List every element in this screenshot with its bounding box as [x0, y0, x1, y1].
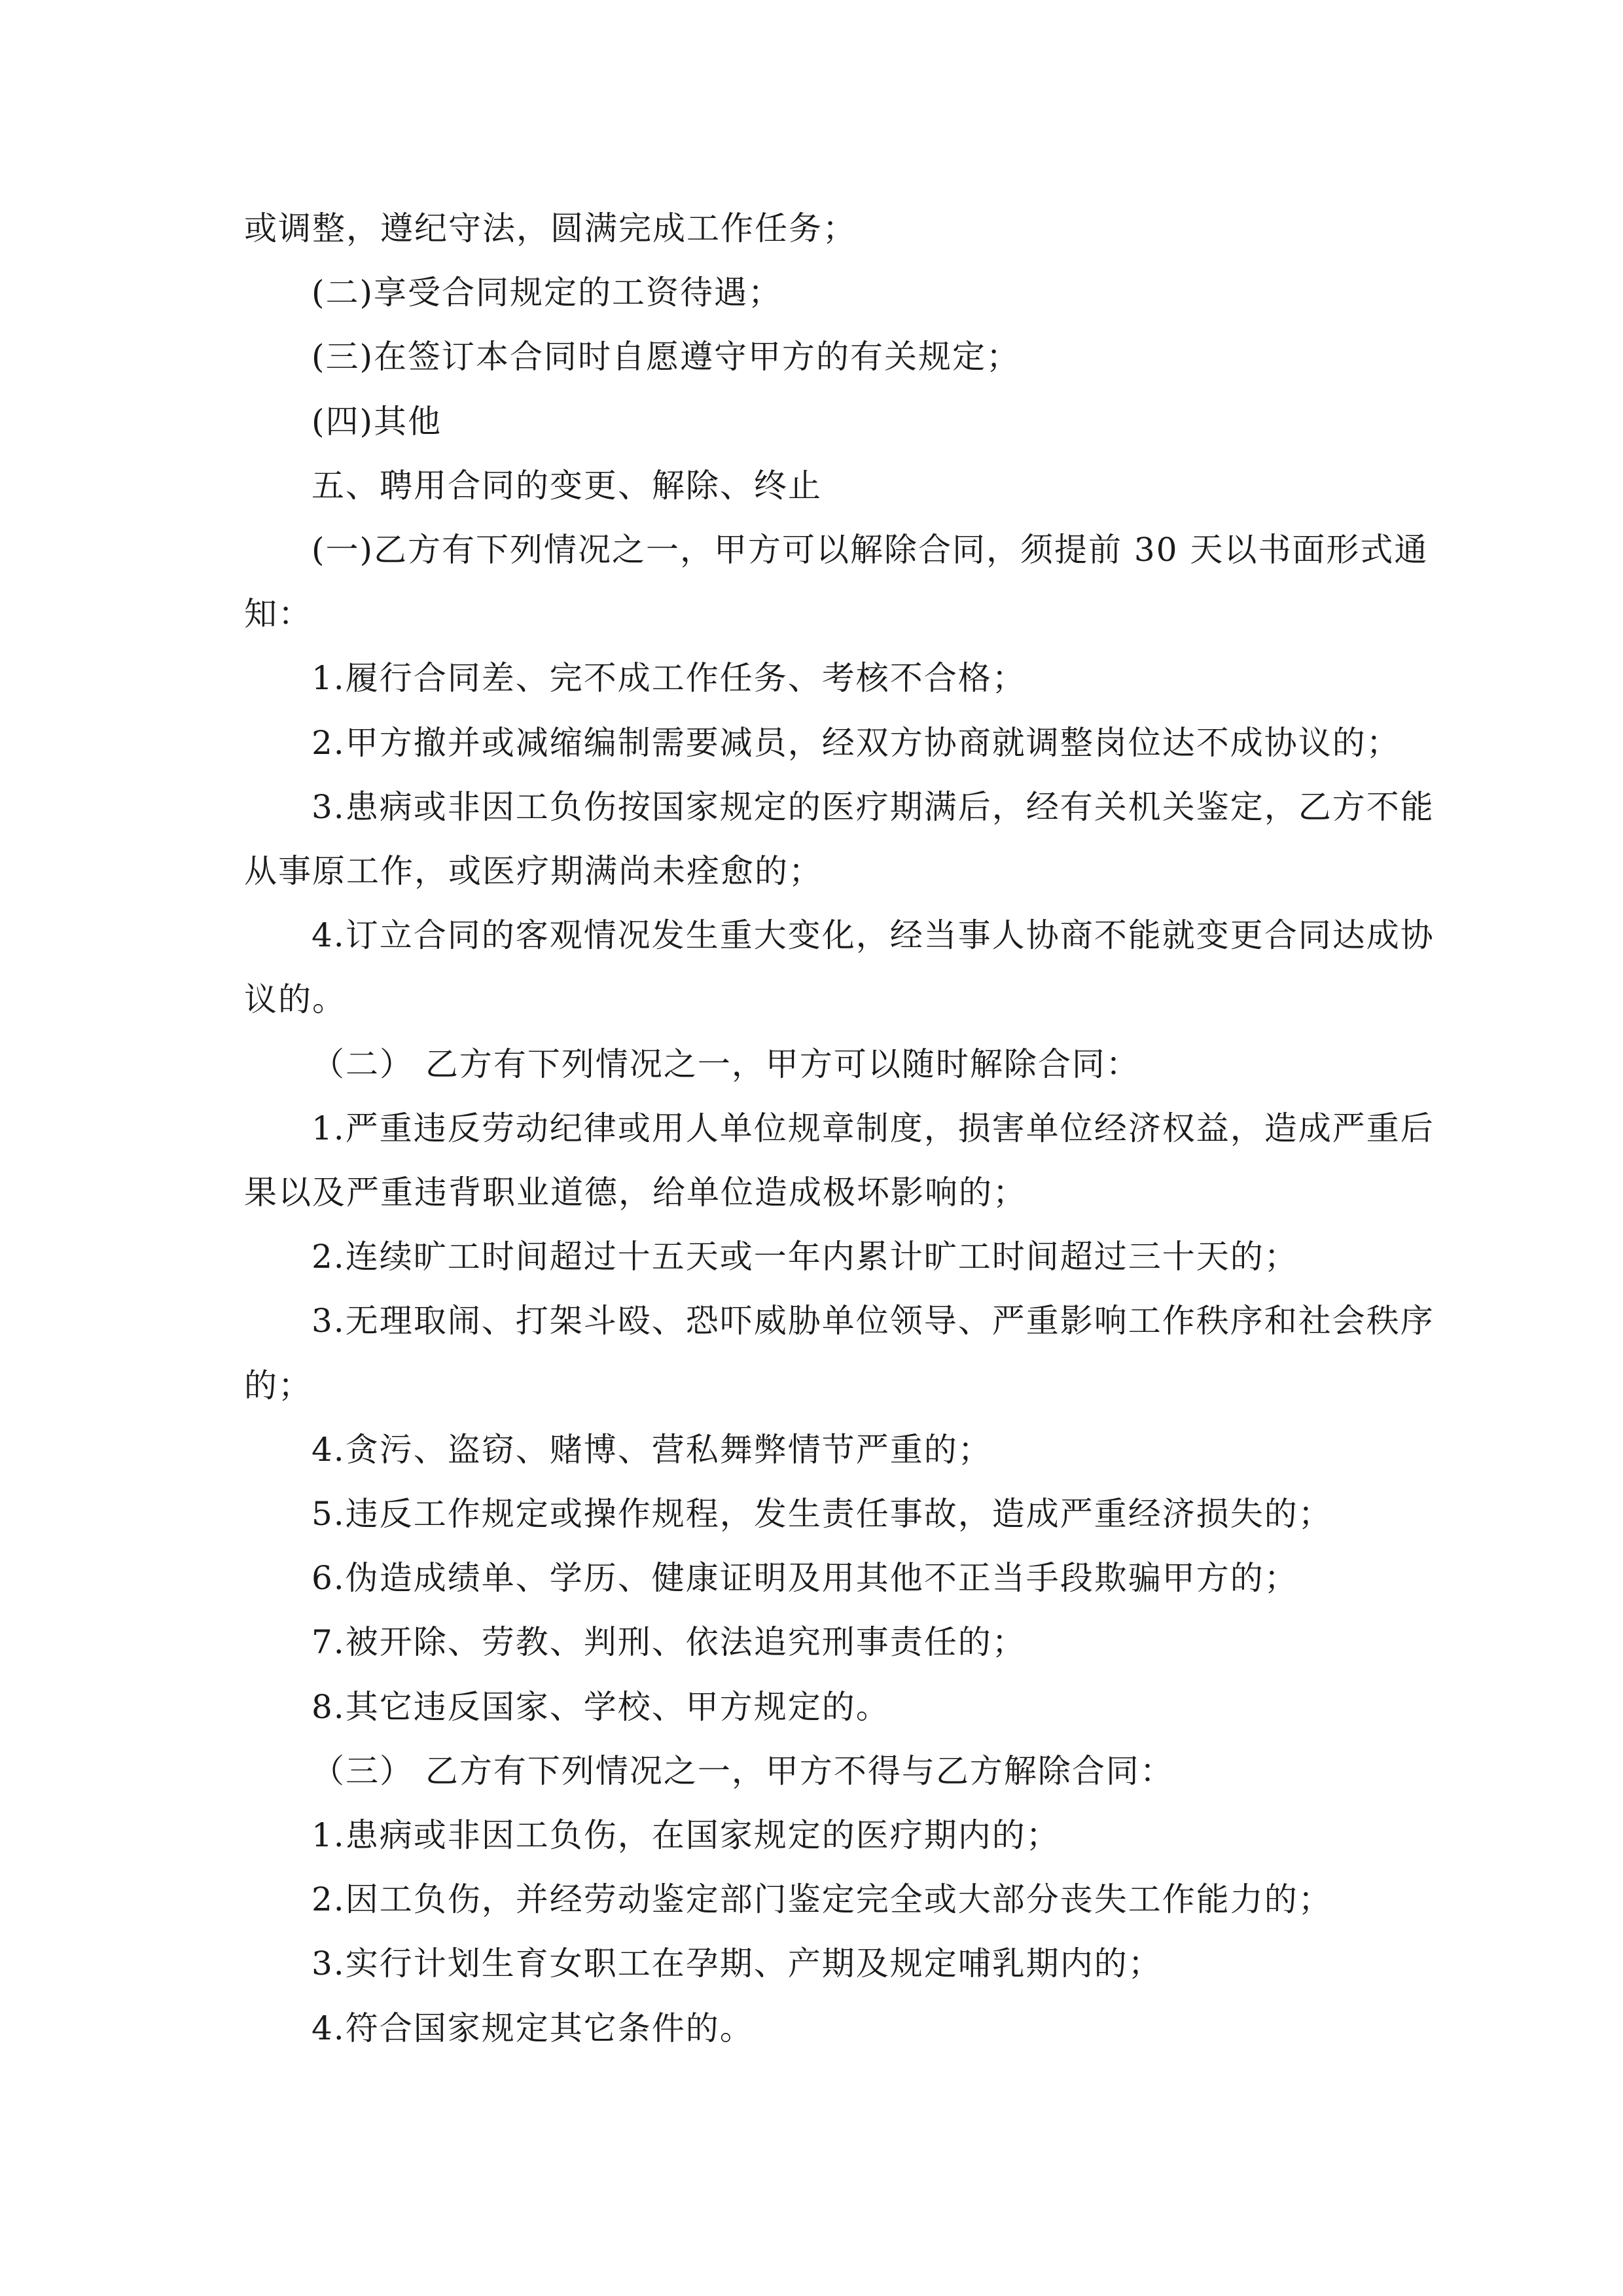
subsection-3: （三） 乙方有下列情况之一，甲方不得与乙方解除合同： [312, 1751, 1174, 1790]
list-item: 3.实行计划生育女职工在孕期、产期及规定哺乳期内的； [312, 1945, 1162, 1983]
list-item: 1.履行合同差、完不成工作任务、考核不合格； [312, 659, 1026, 698]
list-item: 1.严重违反劳动纪律或用人单位规章制度，损害单位经济权益，造成严重后 [312, 1109, 1435, 1147]
list-item: 2.连续旷工时间超过十五天或一年内累计旷工时间超过三十天的； [312, 1238, 1298, 1276]
list-item: 8.其它违反国家、学校、甲方规定的。 [312, 1687, 890, 1726]
list-item: 4.符合国家规定其它条件的。 [312, 2009, 754, 2047]
subsection-1: (一)乙方有下列情况之一，甲方可以解除合同，须提前 30 天以书面形式通 [312, 531, 1429, 569]
list-item: 6.伪造成绩单、学历、健康证明及用其他不正当手段欺骗甲方的； [312, 1559, 1298, 1598]
document-body [244, 196, 1435, 2060]
list-item: 3.无理取闹、打架斗殴、恐吓威胁单位领导、严重影响工作秩序和社会秩序 [312, 1302, 1435, 1340]
paragraph-continuation: 或调整，遵纪守法，圆满完成工作任务； [244, 209, 857, 247]
list-item: 2.因工负伤，并经劳动鉴定部门鉴定完全或大部分丧失工作能力的； [312, 1880, 1332, 1919]
subsection-1-continued: 知： [244, 595, 312, 634]
list-item: 5.违反工作规定或操作规程，发生责任事故，造成严重经济损失的； [312, 1495, 1332, 1534]
clause-3: (三)在签订本合同时自愿遵守甲方的有关规定； [312, 338, 1021, 376]
list-item-continued: 从事原工作，或医疗期满尚未痊愈的； [244, 852, 823, 891]
list-item: 7.被开除、劳教、判刑、依法追究刑事责任的； [312, 1623, 1026, 1662]
clause-4: (四)其他 [312, 402, 442, 440]
list-item: 2.甲方撤并或减缩编制需要减员，经双方协商就调整岗位达不成协议的； [312, 723, 1400, 762]
list-item: 1.患病或非因工负伤，在国家规定的医疗期内的； [312, 1816, 1060, 1855]
list-item-continued: 议的。 [244, 980, 346, 1019]
list-item-continued: 果以及严重违背职业道德，给单位造成极坏影响的； [244, 1174, 1027, 1212]
subsection-2: （二） 乙方有下列情况之一，甲方可以随时解除合同： [312, 1045, 1140, 1083]
list-item-continued: 的； [244, 1366, 312, 1405]
section-heading-5: 五、聘用合同的变更、解除、终止 [312, 466, 822, 505]
list-item: 4.贪污、盗窃、赌博、营私舞弊情节严重的； [312, 1430, 992, 1469]
clause-2: (二)享受合同规定的工资待遇； [312, 274, 783, 312]
list-item: 4.订立合同的客观情况发生重大变化，经当事人协商不能就变更合同达成协 [312, 916, 1435, 955]
list-item: 3.患病或非因工负伤按国家规定的医疗期满后，经有关机关鉴定，乙方不能 [312, 787, 1435, 826]
